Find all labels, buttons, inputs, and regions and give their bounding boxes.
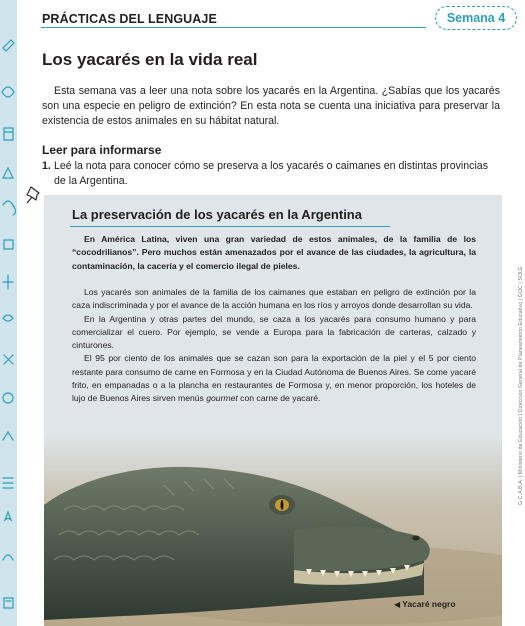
square-icon xyxy=(4,240,13,249)
article-card xyxy=(44,195,502,626)
plus-icon xyxy=(3,275,13,289)
swirl-icon xyxy=(3,201,16,215)
article-title: La preservación de los yacarés en la Argentina xyxy=(72,207,362,222)
pencil-icon xyxy=(3,40,14,51)
credit-text: G.C.A.B.A. | Ministerio de Educación | Dirección General de Planeamiento Educativo | GOC | SOLE xyxy=(518,266,524,505)
task-number: 1. xyxy=(42,160,51,172)
article-lead: En América Latina, viven una gran variedad de estos animales, de la familia de los “cocodrilianos”. Pero muchos están amenazados por el avance de las ciudades, la agricultura, la contaminación, la cacería y el comercio ilegal de pieles. xyxy=(72,234,476,271)
book-icon xyxy=(4,128,13,140)
caiman-photo xyxy=(44,435,502,626)
task-item xyxy=(42,159,500,188)
lines-icon xyxy=(3,478,13,488)
circle-icon xyxy=(3,393,13,403)
photo-caption-text: Yacaré negro xyxy=(402,599,456,609)
arc-icon xyxy=(3,555,13,560)
photo-caption xyxy=(394,599,456,609)
cross-icon xyxy=(4,355,13,364)
page-header xyxy=(17,0,525,40)
header-rule xyxy=(41,27,426,28)
caption-arrow-icon: ◀ xyxy=(394,600,401,609)
eye-icon xyxy=(3,315,13,321)
subject-title: PRÁCTICAS DEL LENGUAJE xyxy=(42,12,217,26)
task-text: Leé la nota para conocer cómo se preserva a los yacarés o caimanes en distintas provincias de la Argentina. xyxy=(54,160,488,187)
section-heading: Leer para informarse xyxy=(42,143,162,157)
pushpin-icon xyxy=(24,184,46,206)
article-title-rule xyxy=(70,226,390,227)
article-paragraph-3 xyxy=(72,352,476,405)
article-paragraph: En la Argentina y otras partes del mundo, se caza a los yacarés para consumo humano y para comercializar el cuero. Por ejemplo, se vende a Europa para la fabricación de carteras, calzado y cinturones. xyxy=(72,313,476,351)
paragraph-text: El 95 por ciento de los animales que se cazan son para la exportación de la piel y el 5 por ciento restante para consumo de carne en Formosa y en la Ciudad Autónoma de Buenos Aires. Se come yacaré frito, en empanadas o a la plancha en restaurantes de Formosa y, en menor proporción, los hoteles de lujo de Buenos Aires sirven menús xyxy=(72,353,476,404)
card-icon xyxy=(4,598,13,608)
italic-word: gourmet xyxy=(206,393,238,404)
decorative-side-strip xyxy=(0,0,17,626)
page-title: Los yacarés en la vida real xyxy=(42,50,258,69)
article-paragraph: Los yacarés son animales de la familia de los caimanes que estaban en peligro de extinción por la caza indiscriminada y por el avance de la acción humana en los ríos y arroyos donde desarrollan su vida. xyxy=(72,287,476,311)
leaf-icon xyxy=(2,87,14,97)
article-body xyxy=(72,286,476,406)
week-badge: Semana 4 xyxy=(435,6,517,30)
doodle-icons xyxy=(0,0,17,626)
triangle-icon xyxy=(3,168,13,178)
intro-paragraph: Esta semana vas a leer una nota sobre los yacarés en la Argentina. ¿Sabías que los yacarés son una especie en peligro de extinción? En esta nota se cuenta una iniciativa para preservar la existencia de estos animales en su hábitat natural. xyxy=(42,85,500,127)
arrow-icon xyxy=(5,512,11,520)
paragraph-text: con carne de yacaré. xyxy=(237,393,321,404)
vertical-credit xyxy=(508,205,524,505)
chevron-icon xyxy=(3,432,13,440)
